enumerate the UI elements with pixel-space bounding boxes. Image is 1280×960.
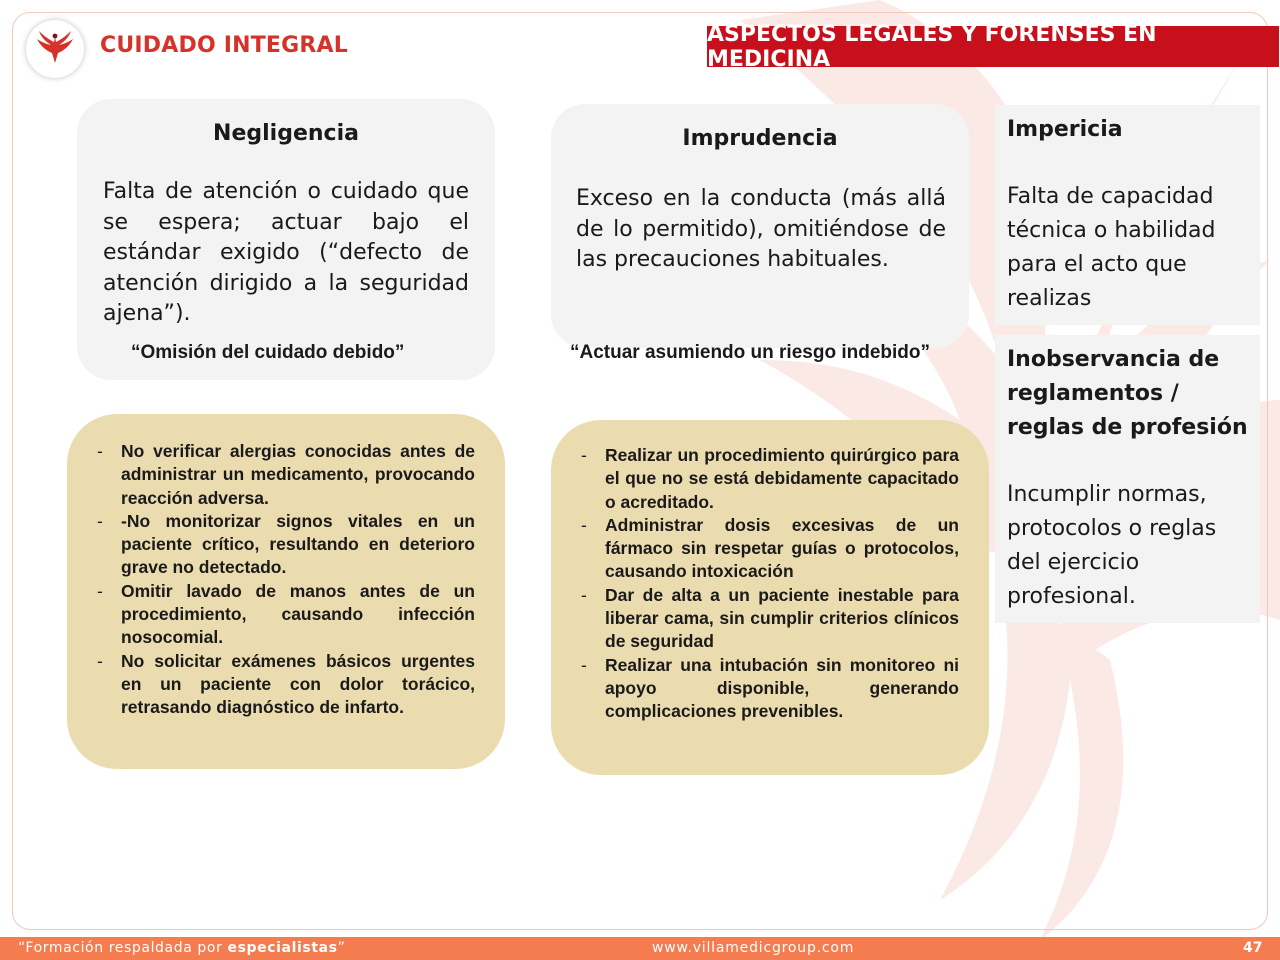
bullet-dash: - (581, 514, 587, 535)
tagline-start: “Formación respaldada por (18, 940, 228, 956)
list-item-text: -No monitorizar signos vitales en un paciente crítico, resultando en deterioro grave no detectado. (121, 510, 475, 578)
list-item-text: Realizar un procedimiento quirúrgico para el que no se está debidamente capacitado o acreditado. (605, 445, 959, 512)
footer-website: www.villamedicgroup.com (652, 940, 855, 956)
list-item (97, 580, 475, 650)
list-item (581, 584, 959, 654)
logo (26, 20, 84, 78)
bullet-dash: - (581, 654, 587, 675)
negligencia-card (77, 99, 495, 380)
imprudencia-example-list (581, 444, 959, 724)
list-item (581, 514, 959, 584)
list-item-text: No solicitar exámenes básicos urgentes en un paciente con dolor torácico, retrasando diagnóstico de infarto. (121, 650, 475, 718)
impericia-definition: Falta de capacidad técnica o habilidad para el acto que realizas (1007, 184, 1216, 311)
imprudencia-title: Imprudencia (682, 126, 838, 151)
impericia-box (995, 105, 1260, 325)
footer-tagline (18, 940, 345, 956)
section-banner: ASPECTOS LEGALES Y FORENSES EN MEDICINA (707, 26, 1279, 67)
list-item (97, 440, 475, 510)
inobservancia-box (995, 335, 1260, 623)
list-item-text: Dar de alta a un paciente inestable para liberar cama, sin cumplir criterios clínicos de seguridad (605, 584, 959, 652)
tagline-end: ” (337, 940, 346, 956)
negligencia-quote: “Omisión del cuidado debido” (131, 342, 405, 363)
imprudencia-card (551, 104, 969, 348)
list-item-text: Realizar una intubación sin monitoreo ni apoyo disponible, generando complicaciones prevenibles. (605, 654, 959, 722)
list-item-text: Administrar dosis excesivas de un fármaco sin respetar guías o protocolos, causando intoxicación (605, 514, 959, 582)
imprudencia-definition: Exceso en la conducta (más allá de lo permitido), omitiéndose de las precauciones habituales. (576, 186, 946, 272)
bullet-dash: - (97, 441, 103, 461)
phoenix-icon (33, 29, 77, 69)
inobservancia-definition: Incumplir normas, protocolos o reglas del ejercicio profesional. (1007, 482, 1217, 609)
imprudencia-quote: “Actuar asumiendo un riesgo indebido” (570, 342, 930, 363)
page-number: 47 (1243, 940, 1263, 956)
tagline-bold: especialistas (227, 940, 338, 956)
list-item-text: Omitir lavado de manos antes de un procedimiento, causando infección nosocomial. (121, 580, 475, 648)
negligencia-title: Negligencia (213, 121, 359, 146)
negligencia-definition: Falta de atención o cuidado que se espera; actuar bajo el estándar exigido (“defecto de atención dirigido a la seguridad ajena”). (103, 179, 469, 326)
bullet-dash: - (97, 650, 103, 671)
footer-bar (0, 937, 1280, 960)
imprudencia-examples (551, 420, 989, 775)
list-item-text: No verificar alergias conocidas antes de administrar un medicamento, provocando reacción adversa. (121, 441, 475, 508)
bullet-dash: - (581, 445, 587, 465)
negligencia-examples (67, 414, 505, 769)
negligencia-example-list (97, 440, 475, 720)
bullet-dash: - (97, 510, 103, 531)
bullet-dash: - (97, 580, 103, 601)
list-item (97, 510, 475, 580)
brand-title: CUIDADO INTEGRAL (100, 33, 348, 58)
inobservancia-title: Inobservancia de reglamentos / reglas de profesión (1007, 347, 1248, 440)
list-item (97, 650, 475, 720)
list-item (581, 654, 959, 724)
bullet-dash: - (581, 584, 587, 605)
list-item (581, 444, 959, 514)
impericia-title: Impericia (1007, 117, 1123, 142)
